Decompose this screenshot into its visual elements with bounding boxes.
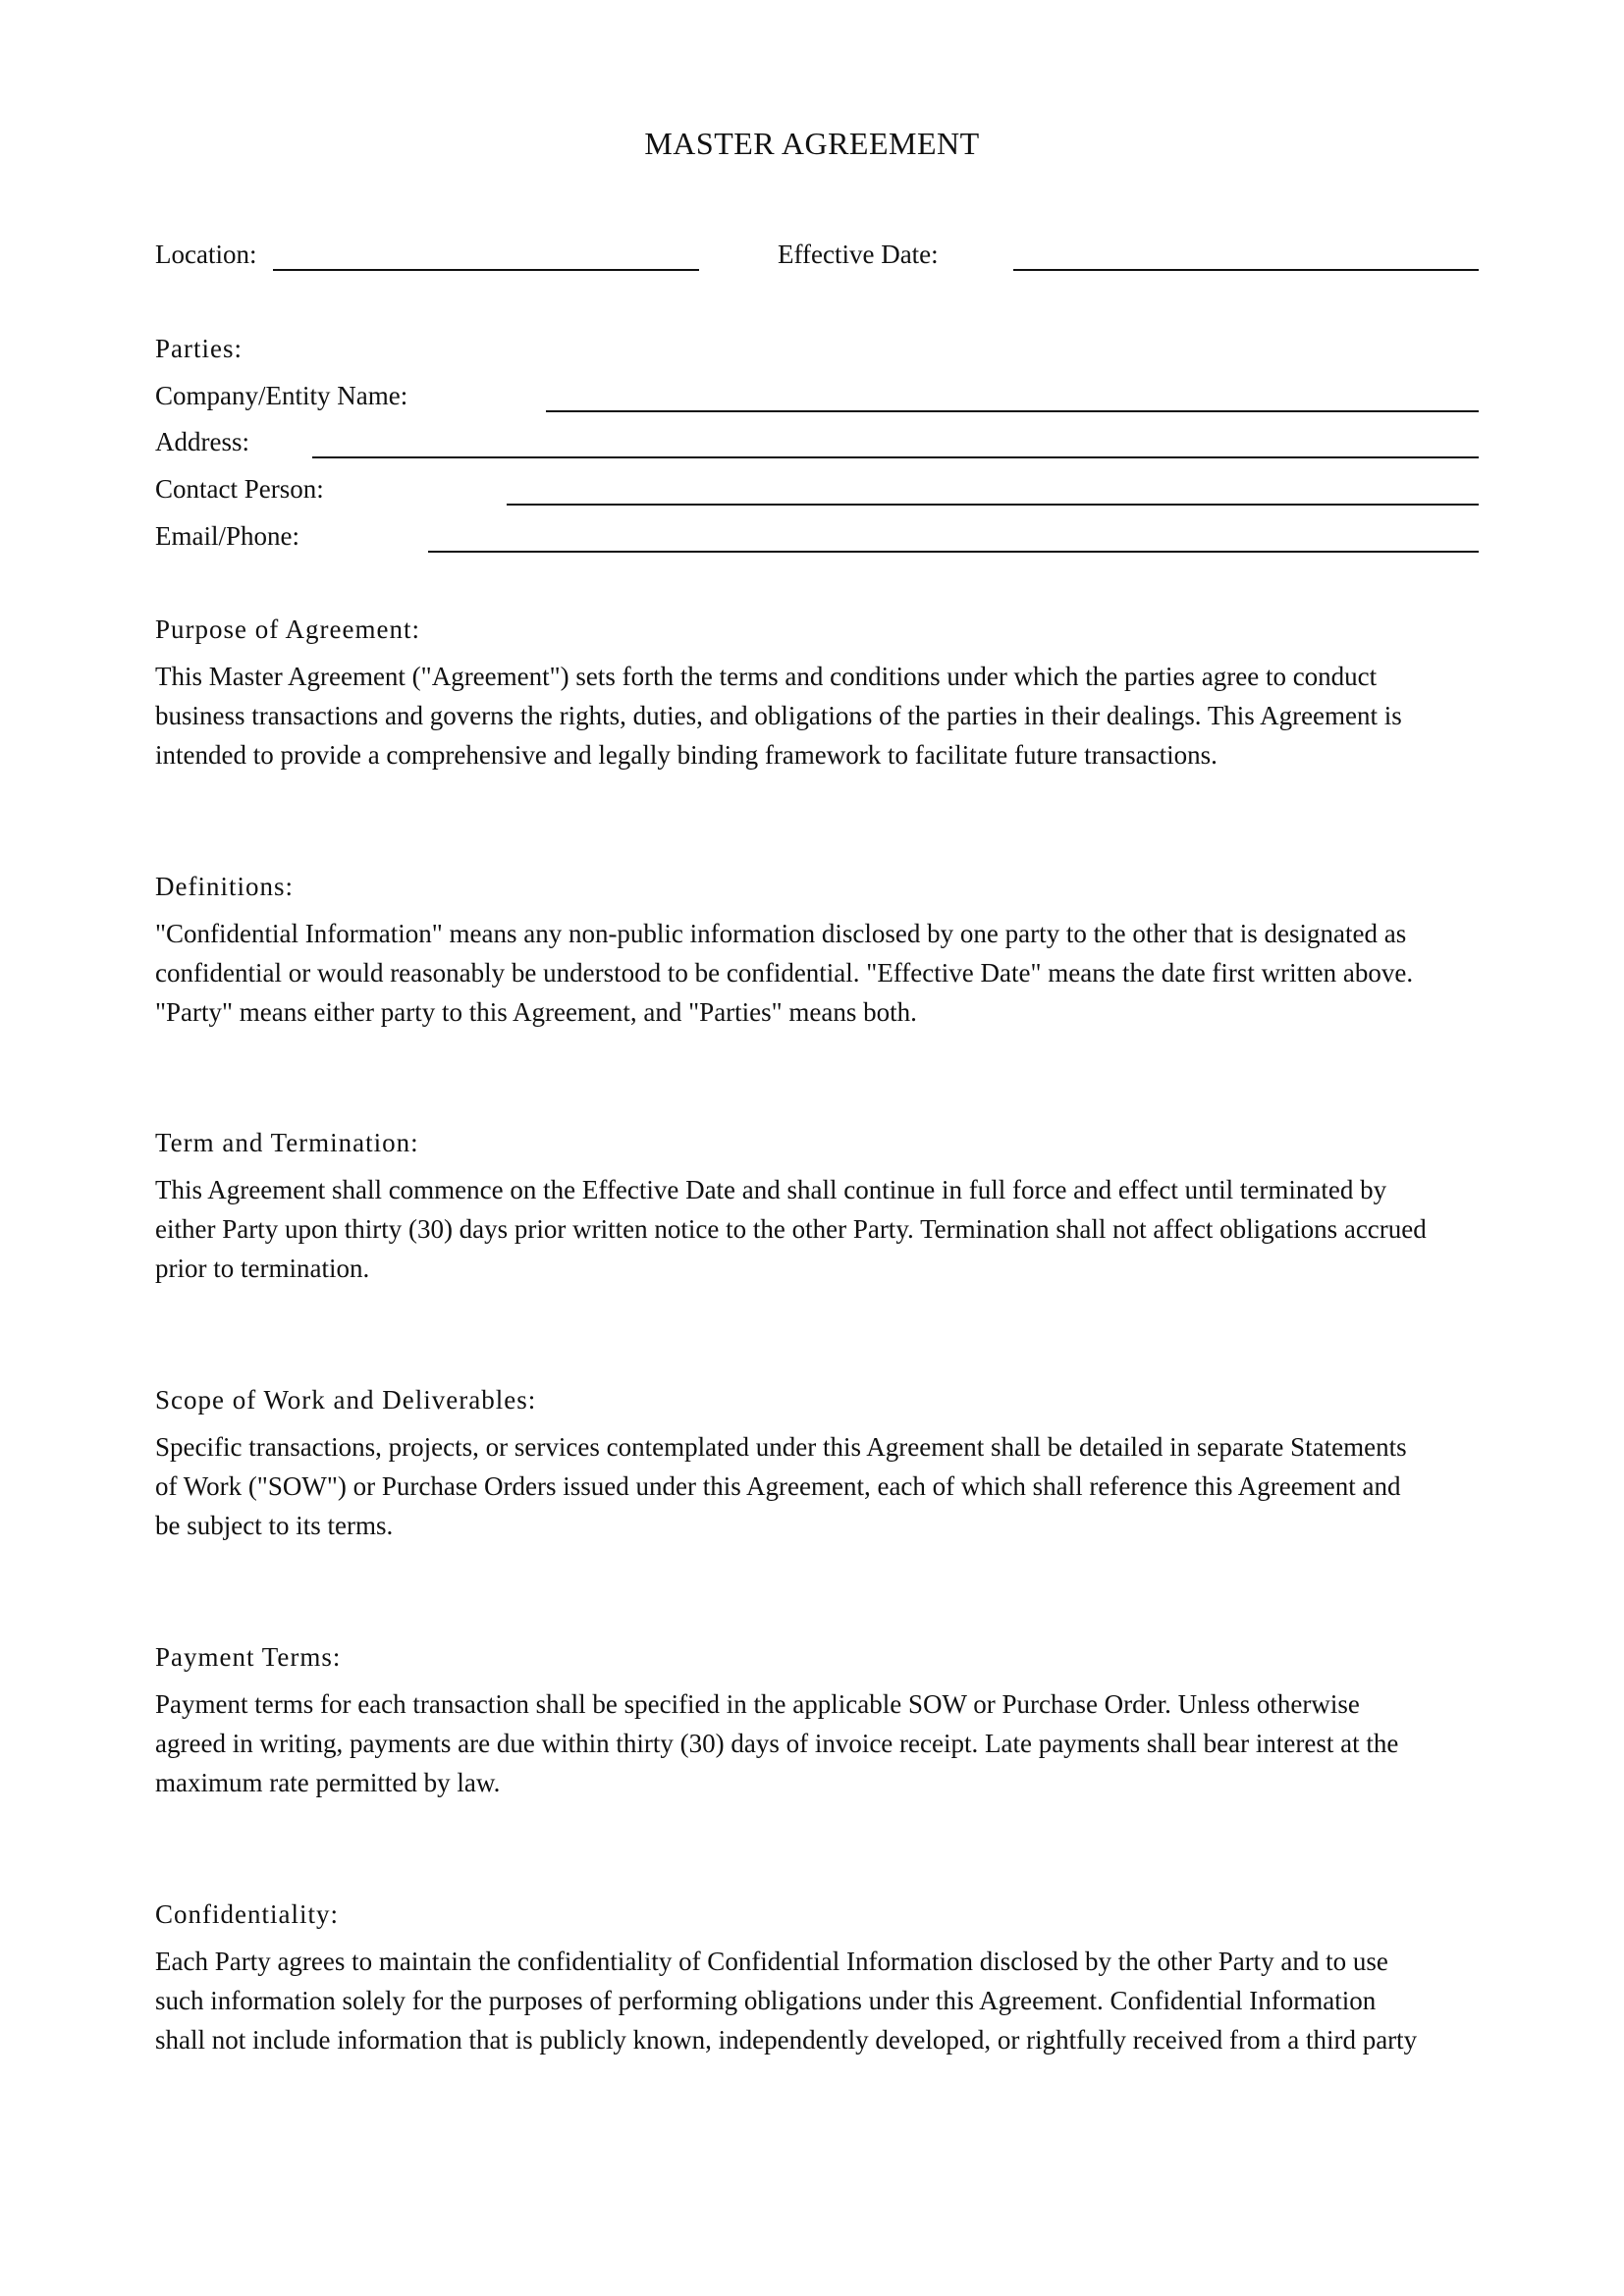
email-phone-field[interactable] bbox=[428, 551, 1479, 553]
body-line: This Agreement shall commence on the Effective Date and shall continue in full force and effect until terminated by bbox=[155, 1175, 1387, 1204]
address-field[interactable] bbox=[312, 456, 1479, 458]
email-phone-label: Email/Phone: bbox=[155, 521, 299, 551]
body-line: This Master Agreement ("Agreement") sets forth the terms and conditions under which the parties agree to conduct bbox=[155, 662, 1378, 691]
section-body-purpose bbox=[155, 657, 1490, 774]
address-label: Address: bbox=[155, 427, 249, 456]
body-line: Payment terms for each transaction shall be specified in the applicable SOW or Purchase Order. Unless otherwise bbox=[155, 1689, 1360, 1719]
contact-person-field[interactable] bbox=[507, 504, 1479, 506]
section-body-term bbox=[155, 1170, 1490, 1288]
body-line: "Party" means either party to this Agreement, and "Parties" means both. bbox=[155, 997, 917, 1027]
body-line: agreed in writing, payments are due within thirty (30) days of invoice receipt. Late payments shall bear interest at the bbox=[155, 1729, 1399, 1758]
body-line: prior to termination. bbox=[155, 1254, 370, 1283]
body-line: shall not include information that is publicly known, independently developed, or rightfully received from a third party bbox=[155, 2025, 1418, 2055]
body-line: maximum rate permitted by law. bbox=[155, 1768, 501, 1797]
location-label: Location: bbox=[155, 240, 257, 269]
document-title: MASTER AGREEMENT bbox=[644, 126, 980, 161]
section-heading-scope: Scope of Work and Deliverables: bbox=[155, 1385, 537, 1415]
contact-person-label: Contact Person: bbox=[155, 474, 324, 504]
section-heading-confidentiality: Confidentiality: bbox=[155, 1899, 339, 1929]
effective-date-label: Effective Date: bbox=[778, 240, 939, 269]
body-line: such information solely for the purposes of performing obligations under this Agreement. Confidential Information bbox=[155, 1986, 1377, 2015]
section-heading-definitions: Definitions: bbox=[155, 872, 294, 901]
body-line: either Party upon thirty (30) days prior written notice to the other Party. Termination shall not affect obligations accrued bbox=[155, 1214, 1427, 1244]
section-heading-purpose: Purpose of Agreement: bbox=[155, 614, 420, 644]
section-body-definitions bbox=[155, 914, 1490, 1032]
location-field[interactable] bbox=[273, 269, 699, 271]
body-line: Each Party agrees to maintain the confidentiality of Confidential Information disclosed by the other Party and to use bbox=[155, 1947, 1388, 1976]
body-line: be subject to its terms. bbox=[155, 1511, 394, 1540]
body-line: intended to provide a comprehensive and legally binding framework to facilitate future transactions. bbox=[155, 740, 1218, 770]
body-line: business transactions and governs the rights, duties, and obligations of the parties in their dealings. This Agreement is bbox=[155, 701, 1402, 730]
section-body-confidentiality bbox=[155, 1942, 1490, 2059]
section-body-scope bbox=[155, 1427, 1490, 1545]
section-heading-term: Term and Termination: bbox=[155, 1128, 419, 1157]
section-body-payment bbox=[155, 1684, 1490, 1802]
company-name-field[interactable] bbox=[546, 410, 1479, 412]
company-name-label: Company/Entity Name: bbox=[155, 381, 408, 410]
body-line: confidential or would reasonably be understood to be confidential. "Effective Date" means the date first written above. bbox=[155, 958, 1414, 988]
body-line: "Confidential Information" means any non-public information disclosed by one party to the other that is designated as bbox=[155, 919, 1407, 948]
body-line: of Work ("SOW") or Purchase Orders issued under this Agreement, each of which shall reference this Agreement and bbox=[155, 1471, 1401, 1501]
effective-date-field[interactable] bbox=[1013, 269, 1479, 271]
parties-heading: Parties: bbox=[155, 334, 243, 363]
body-line: Specific transactions, projects, or services contemplated under this Agreement shall be detailed in separate Statements bbox=[155, 1432, 1407, 1462]
section-heading-payment: Payment Terms: bbox=[155, 1642, 342, 1672]
